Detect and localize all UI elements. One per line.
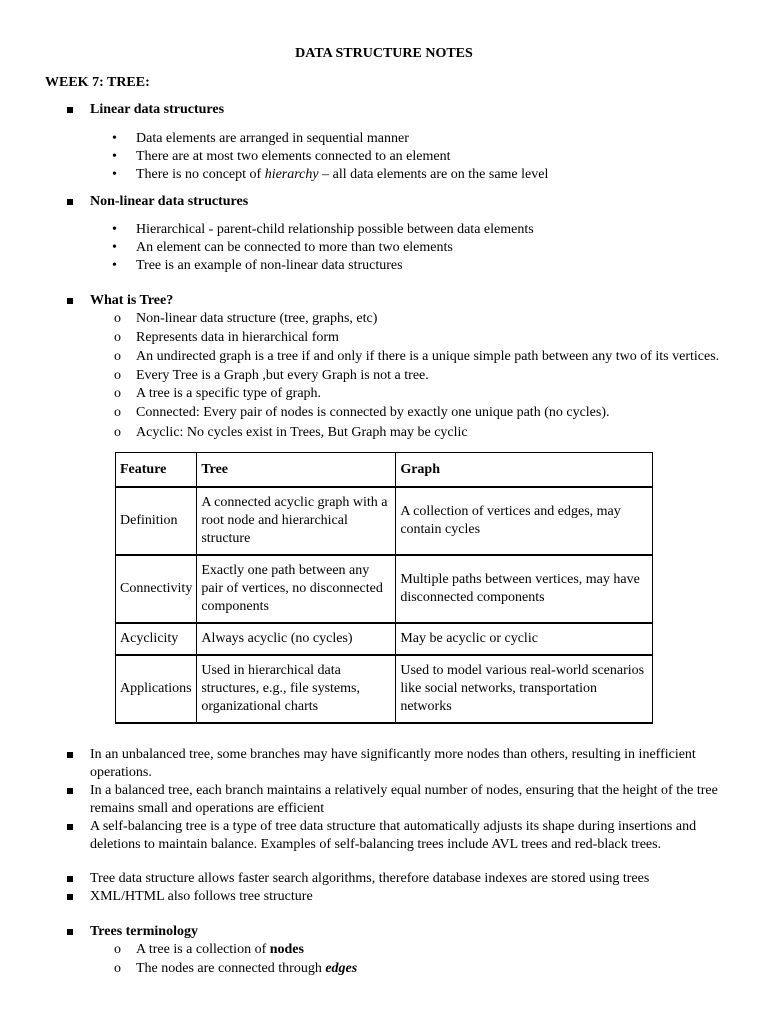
circle-bullet-icon: o	[114, 405, 121, 420]
table-cell: Exactly one path between any pair of vertices, no disconnected components	[197, 555, 396, 623]
list-item-text: Data elements are arranged in sequential manner	[136, 131, 409, 146]
list-item-text: There is no concept of hierarchy – all data elements are on the same level	[136, 167, 549, 182]
list-item-text: There are at most two elements connected to an element	[136, 149, 451, 164]
circle-bullet-icon: o	[114, 330, 121, 345]
table-row	[116, 555, 653, 623]
bullet-icon: •	[112, 258, 117, 273]
bullet-icon: •	[112, 167, 117, 182]
list-item-text: Represents data in hierarchical form	[136, 330, 339, 345]
table-row	[116, 487, 653, 555]
circle-bullet-icon: o	[114, 311, 121, 326]
paragraph-item: A self-balancing tree is a type of tree data structure that automatically adjusts its shape during insertions and deletions to maintain balance. Examples of self-balancing trees include AVL trees and red-black trees.	[90, 819, 697, 852]
table-cell: Used in hierarchical data structures, e.g., file systems, organizational charts	[197, 655, 396, 723]
list-item-text: An element can be connected to more than two elements	[136, 240, 453, 255]
section-heading: Trees terminology	[90, 924, 198, 939]
circle-bullet-icon: o	[114, 386, 121, 401]
table-cell: Connectivity	[116, 555, 197, 623]
table-cell: A collection of vertices and edges, may contain cycles	[396, 487, 653, 555]
table-header-cell: Graph	[396, 453, 653, 488]
week-heading: WEEK 7: TREE:	[45, 75, 150, 90]
bullet-icon: •	[112, 149, 117, 164]
bullet-icon: •	[112, 131, 117, 146]
section-heading: Linear data structures	[90, 102, 225, 117]
paragraph-item: In a balanced tree, each branch maintains a relatively equal number of nodes, ensuring that the height of the tree remains small and operations are efficient	[90, 783, 718, 816]
table-cell: Acyclicity	[116, 623, 197, 655]
circle-bullet-icon: o	[114, 425, 121, 440]
table-cell: May be acyclic or cyclic	[396, 623, 653, 655]
page-title: DATA STRUCTURE NOTES	[295, 46, 473, 61]
table-header-cell: Feature	[116, 453, 197, 488]
list-item-text: Tree is an example of non-linear data structures	[136, 258, 403, 273]
bold-text: edges	[325, 961, 358, 976]
table-header-row	[116, 453, 653, 488]
section-heading: What is Tree?	[90, 293, 174, 308]
list-item-text: A tree is a collection of nodes	[136, 942, 304, 957]
table-cell: Always acyclic (no cycles)	[197, 623, 396, 655]
paragraph-item: In an unbalanced tree, some branches may have significantly more nodes than others, resulting in inefficient operations.	[90, 747, 696, 780]
emphasis-text: hierarchy	[264, 167, 319, 182]
paragraph-item: Tree data structure allows faster search algorithms, therefore database indexes are stored using trees	[90, 871, 650, 886]
square-bullet-icon	[67, 298, 73, 304]
square-bullet-icon	[67, 107, 73, 113]
bold-text: nodes	[269, 942, 304, 957]
list-item-text: Hierarchical - parent-child relationship possible between data elements	[136, 222, 534, 237]
list-item-text: Non-linear data structure (tree, graphs, etc)	[136, 311, 378, 326]
square-bullet-icon	[67, 876, 73, 882]
list-item-text: An undirected graph is a tree if and only if there is a unique simple path between any two of its vertices.	[136, 349, 720, 364]
list-item-text: The nodes are connected through edges	[136, 961, 358, 976]
list-item-text: Acyclic: No cycles exist in Trees, But Graph may be cyclic	[136, 425, 468, 440]
table-row	[116, 655, 653, 723]
list-item-text: Connected: Every pair of nodes is connected by exactly one unique path (no cycles).	[136, 405, 610, 420]
bullet-icon: •	[112, 222, 117, 237]
list-item-text: Every Tree is a Graph ,but every Graph is not a tree.	[136, 368, 429, 383]
square-bullet-icon	[67, 788, 73, 794]
circle-bullet-icon: o	[114, 961, 121, 976]
square-bullet-icon	[67, 894, 73, 900]
table-cell: Used to model various real-world scenarios like social networks, transportation networks	[396, 655, 653, 723]
paragraph-item: XML/HTML also follows tree structure	[90, 889, 313, 904]
section-heading: Non-linear data structures	[90, 194, 249, 209]
square-bullet-icon	[67, 929, 73, 935]
list-item-text: A tree is a specific type of graph.	[136, 386, 322, 401]
circle-bullet-icon: o	[114, 368, 121, 383]
bullet-icon: •	[112, 240, 117, 255]
table-cell: Multiple paths between vertices, may have disconnected components	[396, 555, 653, 623]
square-bullet-icon	[67, 199, 73, 205]
comparison-table	[115, 452, 653, 724]
table-cell: A connected acyclic graph with a root node and hierarchical structure	[197, 487, 396, 555]
square-bullet-icon	[67, 824, 73, 830]
square-bullet-icon	[67, 752, 73, 758]
table-cell: Definition	[116, 487, 197, 555]
table-row	[116, 623, 653, 655]
circle-bullet-icon: o	[114, 349, 121, 364]
table-cell: Applications	[116, 655, 197, 723]
table-header-cell: Tree	[197, 453, 396, 488]
circle-bullet-icon: o	[114, 942, 121, 957]
